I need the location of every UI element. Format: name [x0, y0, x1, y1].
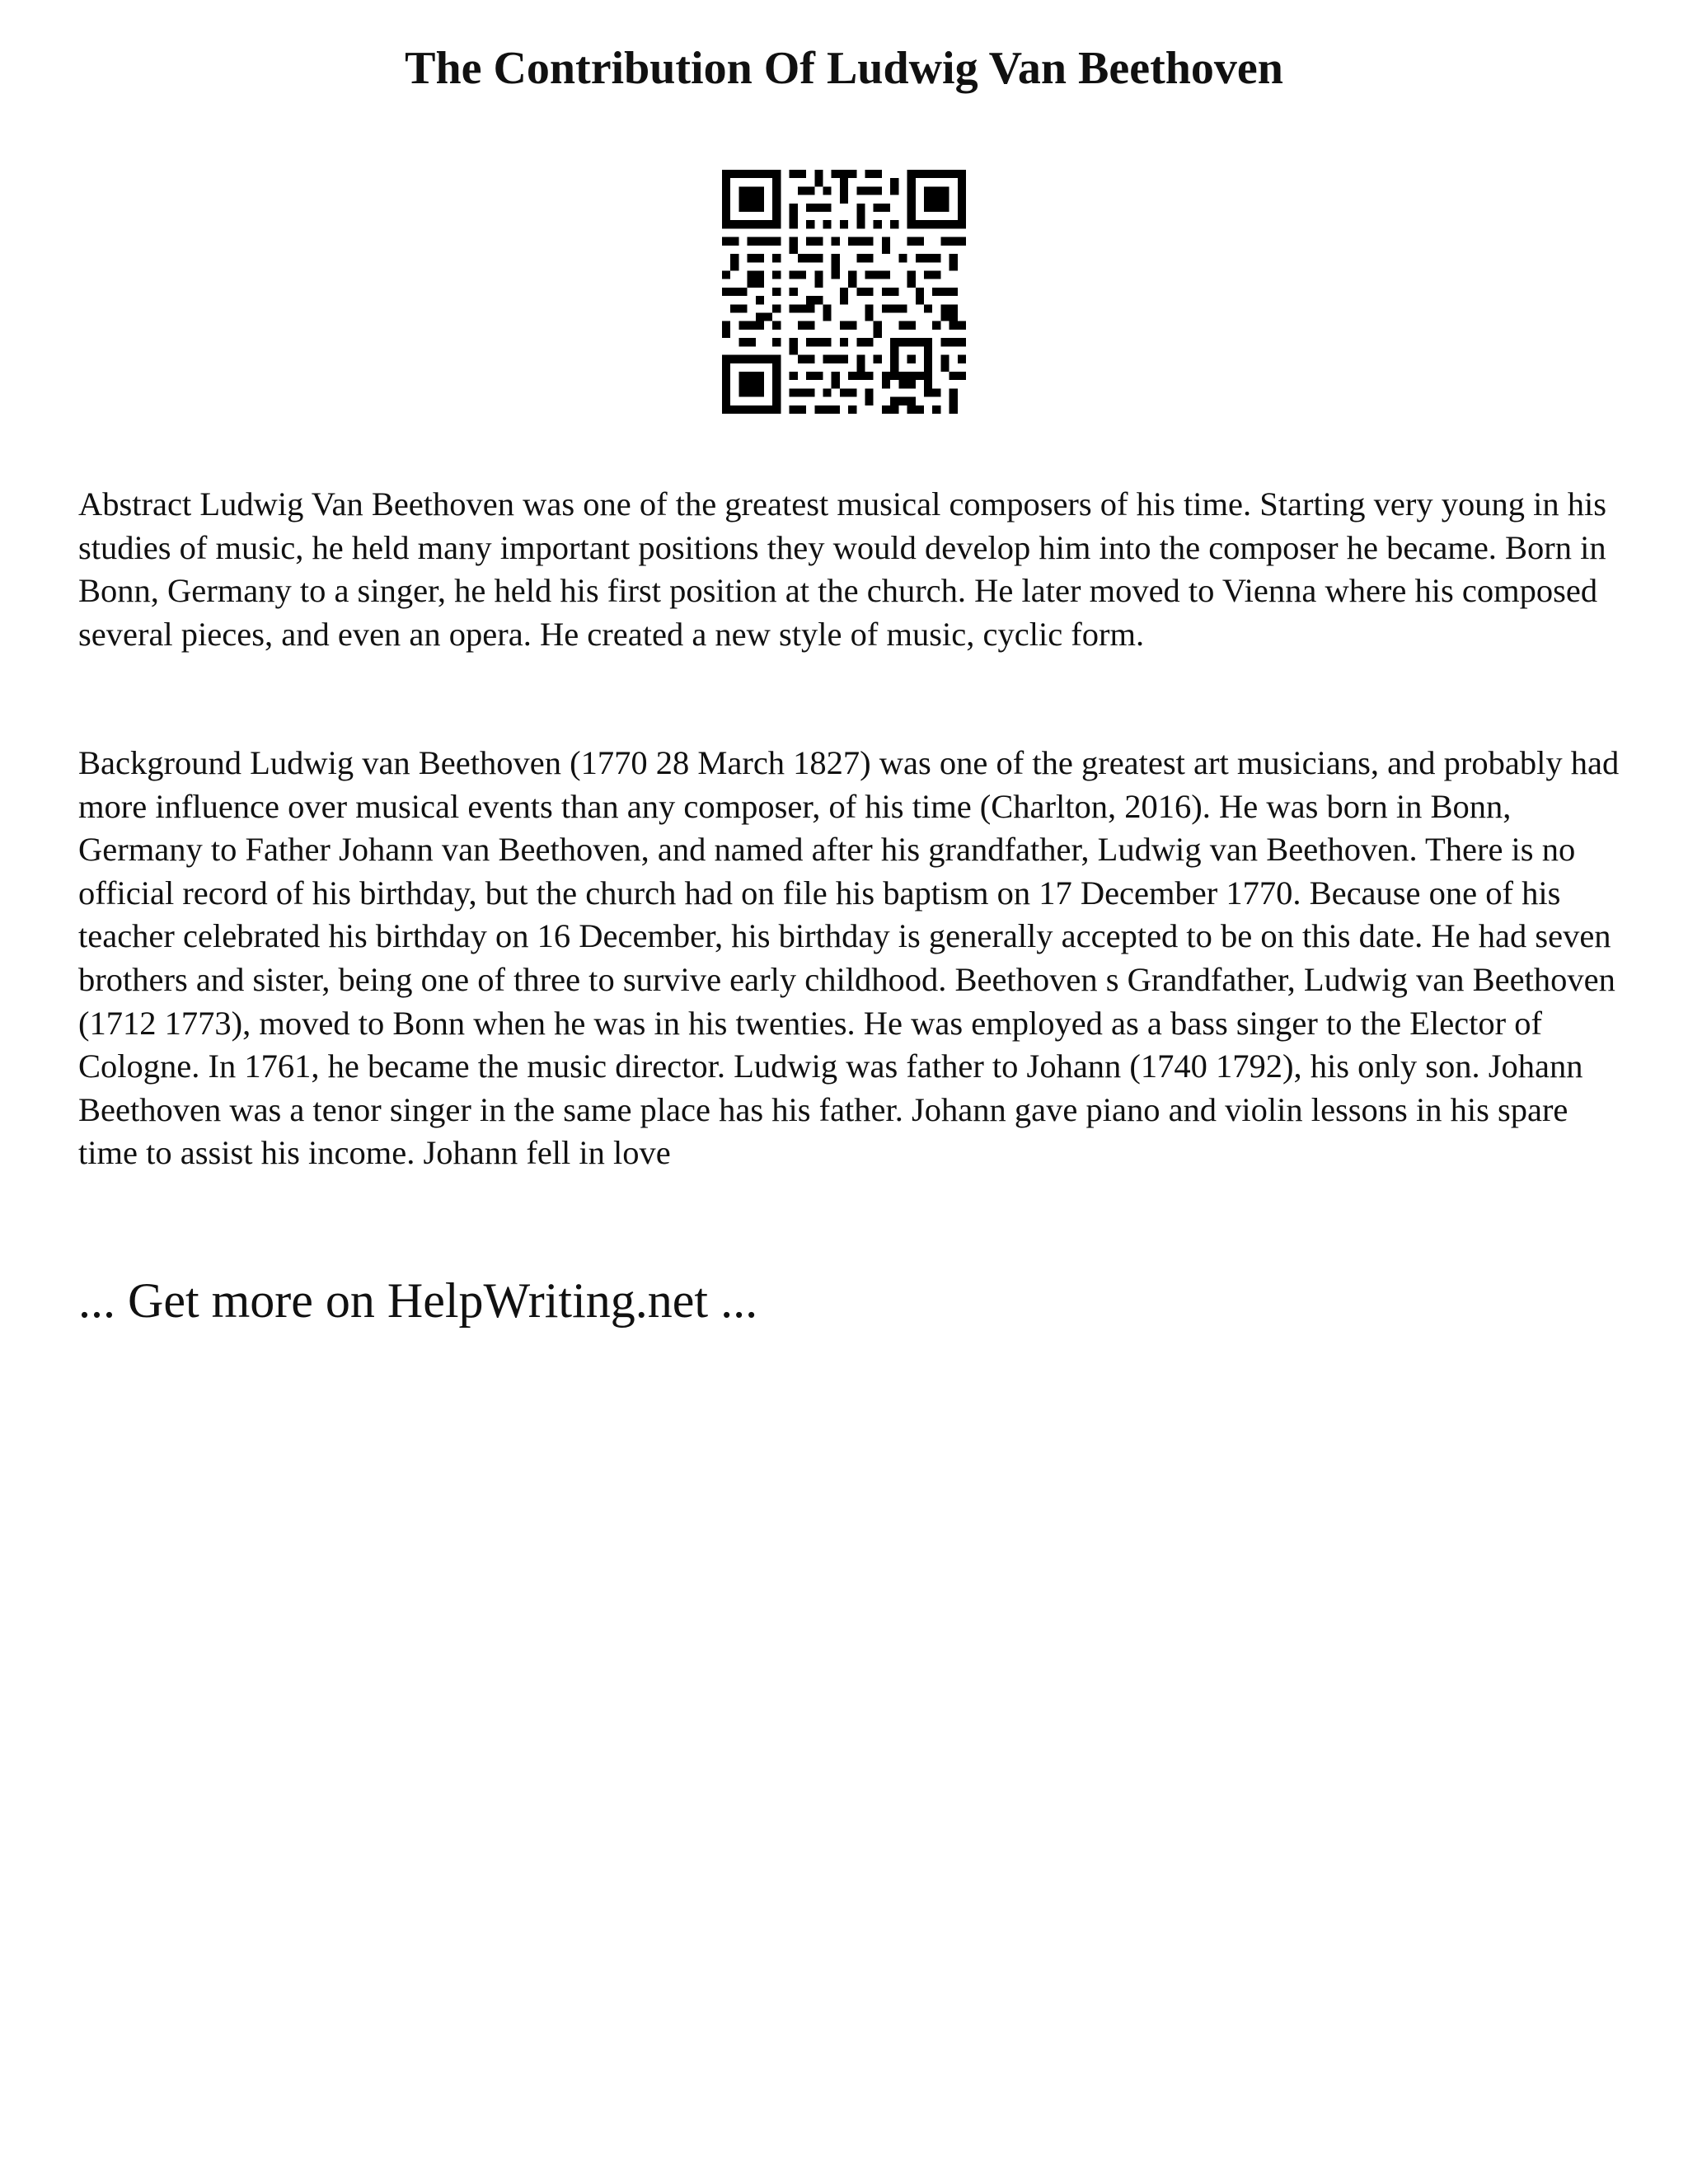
background-paragraph: Background Ludwig van Beethoven (1770 28 March 1827) was one of the greatest art musicians, and probably had more influence over musical events than any composer, of his time (Charlton, 2016). He was born in Bonn, Germany to Father Johann van Beethoven, and named after his grandfather, Ludwig van Beethoven. There is no official record of his birthday, but the church had on file his baptism on 17 December 1770. Because one of his teacher celebrated his birthday on 16 December, his birthday is generally accepted to be on this date. He had seven brothers and sister, being one of three to survive early childhood. Beethoven s Grandfather, Ludwig van Beethoven (1712 1773), moved to Bonn when he was in his twenties. He was employed as a bass singer to the Elector of Cologne. In 1761, he became the music director. Ludwig was father to Johann (1740 1792), his only son. Johann Beethoven was a tenor singer in the same place has his father. Johann gave piano and violin lessons in his spare time to assist his income. Johann fell in love — [78, 744, 1620, 1172]
qr-code-icon — [722, 170, 966, 414]
page-title: The Contribution Of Ludwig Van Beethoven — [405, 43, 1283, 94]
abstract-paragraph: Abstract Ludwig Van Beethoven was one of the greatest musical composers of his time. Starting very young in his studies of music, he held many important positions they would develop him into the composer he became. Born in Bonn, Germany to a singer, he held his first position at the church. He later moved to Vienna where his composed several pieces, and even an opera. He created a new style of music, cyclic form. — [78, 485, 1607, 653]
get-more-link[interactable]: ... Get more on HelpWriting.net ... — [78, 1273, 758, 1328]
